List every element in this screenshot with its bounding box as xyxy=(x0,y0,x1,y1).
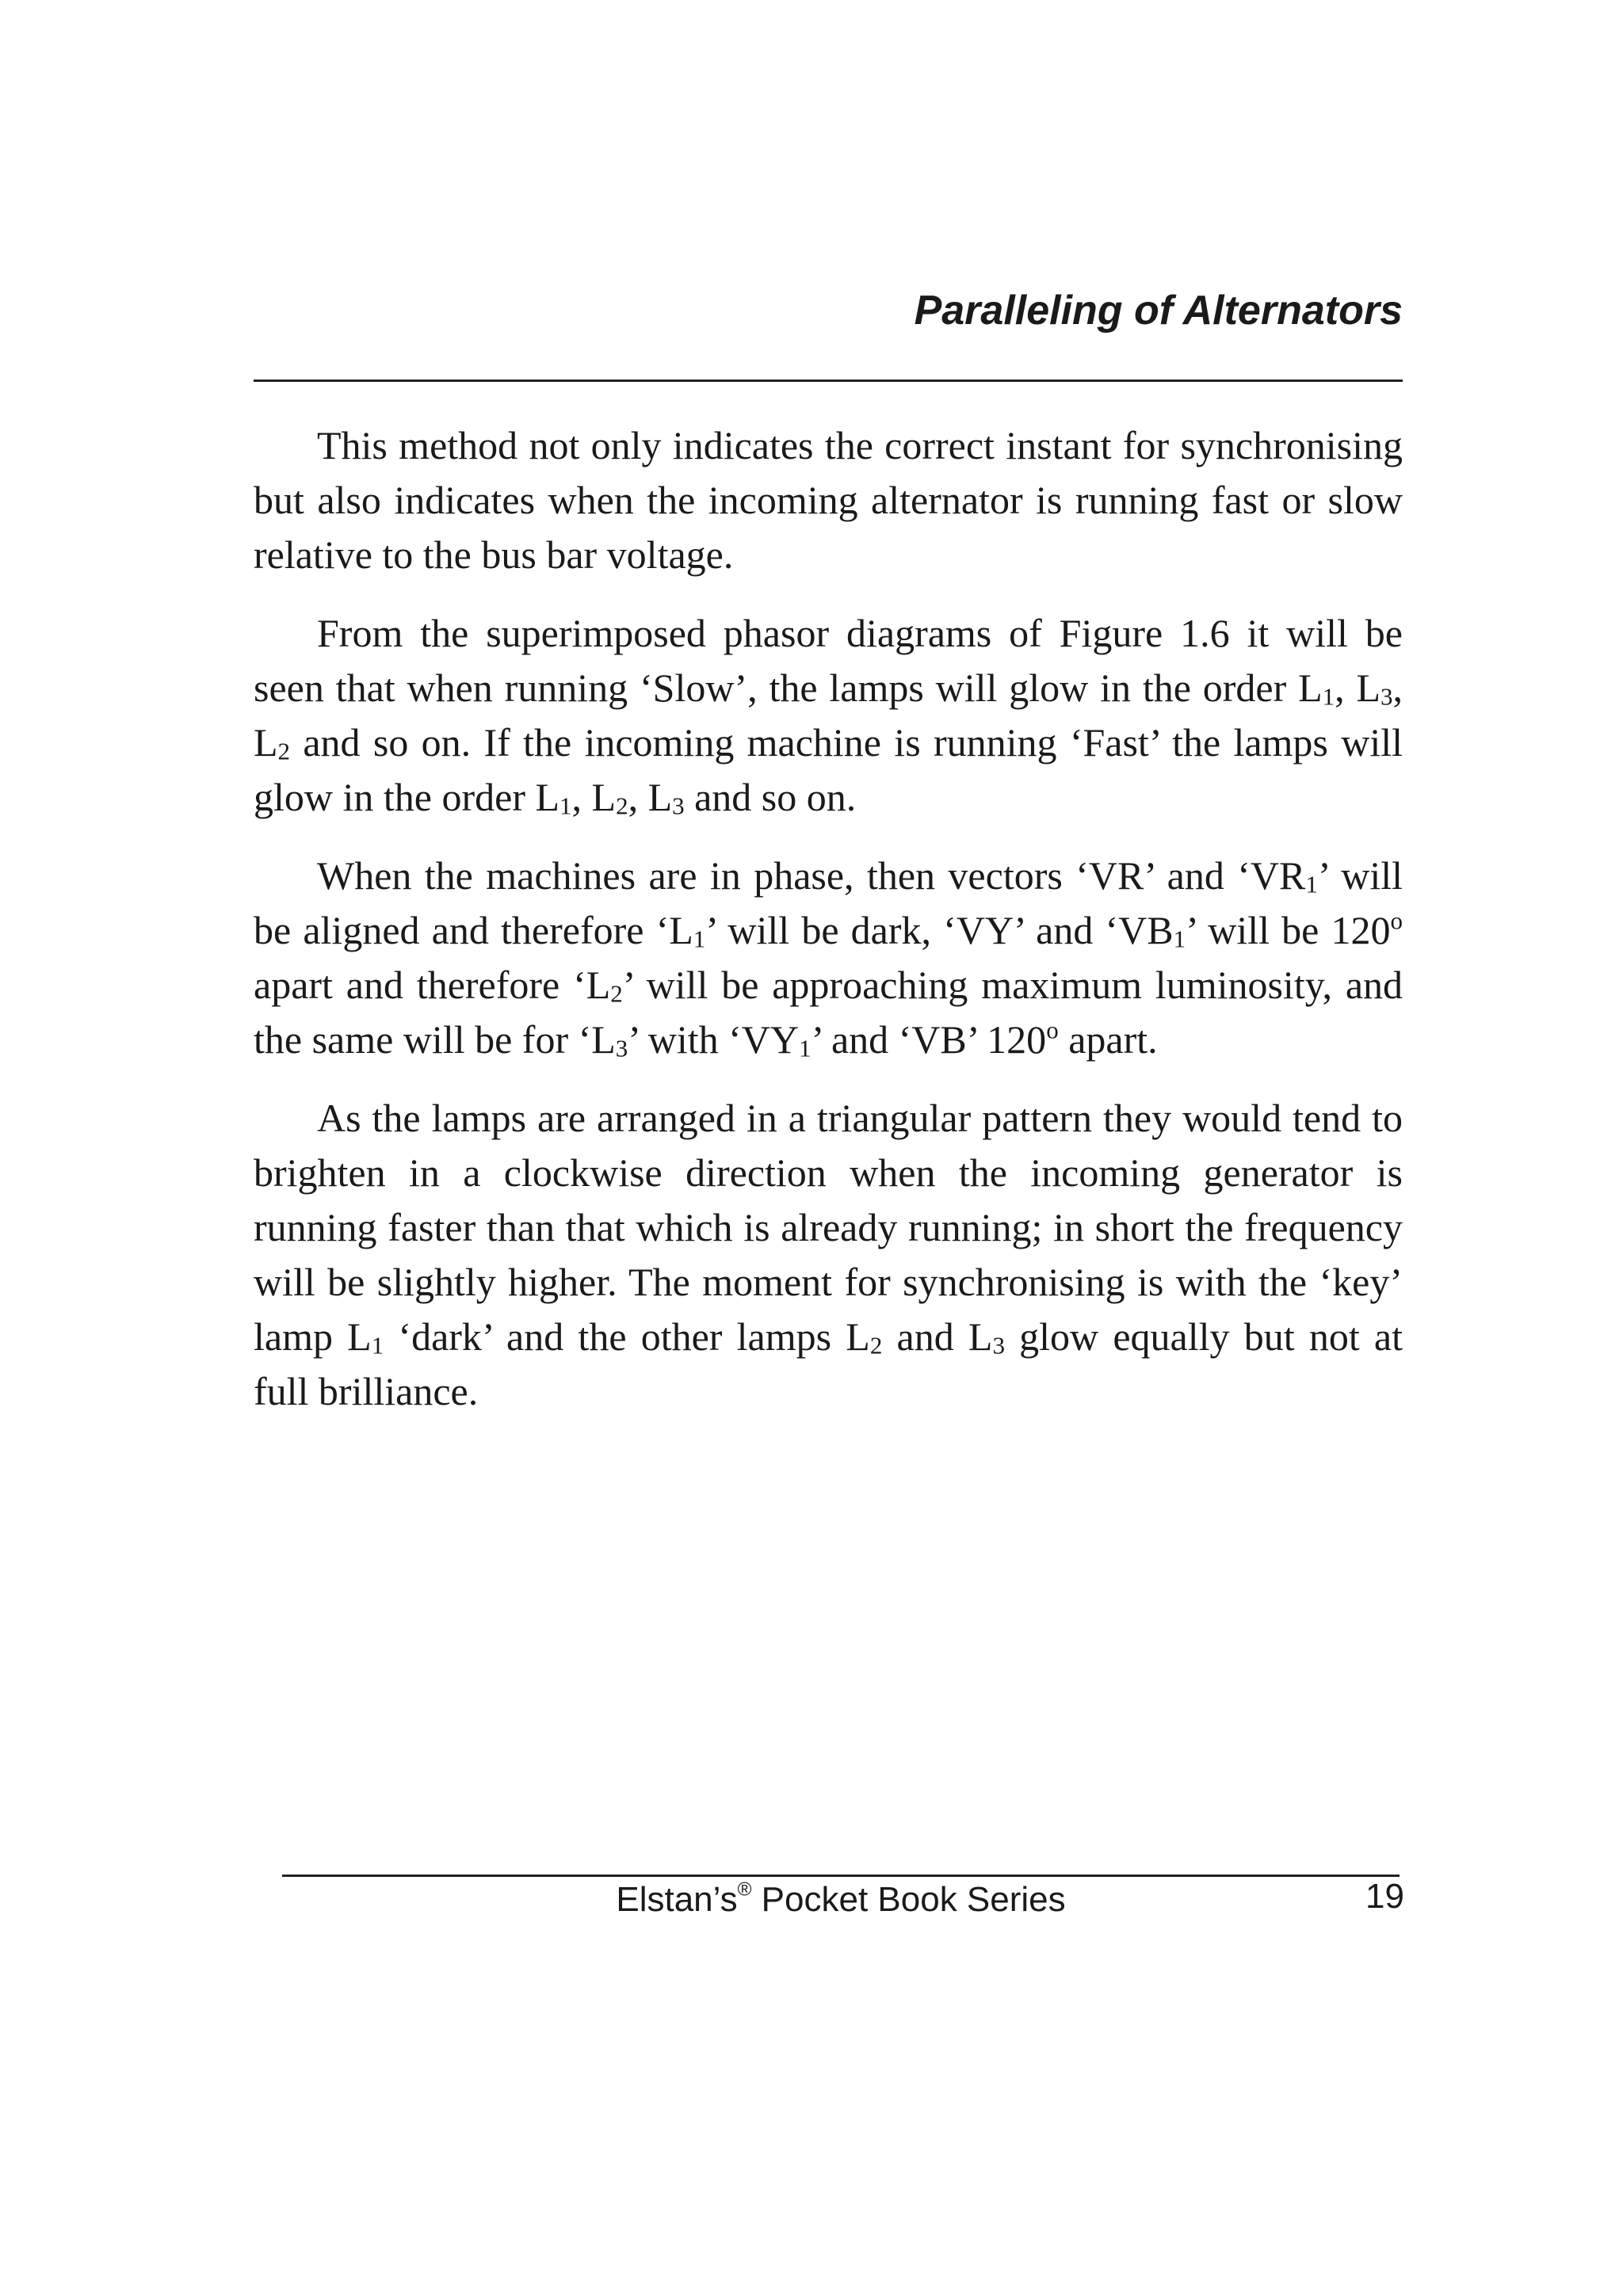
running-head-title: Paralleling of Alternators xyxy=(914,288,1403,334)
subscript: 3 xyxy=(992,1331,1005,1360)
subscript: 1 xyxy=(1173,925,1186,953)
text-run: ‘dark’ and the other lamps L xyxy=(384,1314,870,1359)
text-run: , L xyxy=(571,775,617,819)
footer-series xyxy=(282,1878,1400,1922)
subscript: 3 xyxy=(672,791,685,820)
text-run: As the lamps are arranged in a triangular pattern they would tend to brighten in a clockwise direction when the incoming generator is running faster than that which is already running; in short the frequency will be slightly higher. The moment for synchronising is with the ‘key’ lamp L xyxy=(254,1096,1403,1359)
subscript: 1 xyxy=(371,1331,384,1360)
text-run: apart and therefore ‘L xyxy=(254,963,611,1007)
subscript: 1 xyxy=(1322,682,1335,711)
paragraph-2 xyxy=(254,606,1403,825)
page-number: 19 xyxy=(1365,1877,1404,1916)
subscript: 3 xyxy=(1381,682,1393,711)
footer-rule xyxy=(282,1875,1400,1877)
superscript: o xyxy=(1390,906,1403,935)
subscript: 2 xyxy=(616,791,628,820)
series-name: Elstan’s xyxy=(616,1880,738,1919)
subscript: 1 xyxy=(799,1034,812,1062)
subscript: 2 xyxy=(610,979,623,1008)
text-run: glow equally but not at full brilliance. xyxy=(254,1314,1403,1413)
subscript: 2 xyxy=(277,737,291,765)
subscript: 2 xyxy=(869,1331,883,1360)
paragraph-1 xyxy=(254,418,1403,582)
header-rule xyxy=(254,379,1403,382)
text-run: When the machines are in phase, then vectors ‘VR’ and ‘VR xyxy=(317,853,1306,898)
subscript: 1 xyxy=(559,791,572,820)
paragraph-4 xyxy=(254,1091,1403,1419)
text-run: , L xyxy=(254,666,1403,765)
series-rest: Pocket Book Series xyxy=(751,1880,1066,1919)
text-run: and so on. xyxy=(684,775,857,819)
superscript: o xyxy=(1046,1016,1059,1044)
text-run: This method not only indicates the correct instant for synchronising but also indicates when the incoming alternator is running fast or slow relative to the bus bar voltage. xyxy=(254,423,1403,577)
text-run: From the superimposed phasor diagrams of Figure 1.6 it will be seen that when running ‘Slow’, the lamps will glow in the order L xyxy=(254,611,1403,710)
subscript: 1 xyxy=(1305,870,1318,898)
subscript: 1 xyxy=(693,925,706,953)
text-run: and L xyxy=(882,1314,993,1359)
subscript: 3 xyxy=(615,1034,628,1062)
body-text xyxy=(254,418,1403,1443)
text-run: ’ and ‘VB’ 120 xyxy=(811,1017,1047,1062)
paragraph-3 xyxy=(254,849,1403,1067)
text-run: , L xyxy=(1335,666,1381,710)
text-run: ’ will be dark, ‘VY’ and ‘VB xyxy=(705,908,1174,952)
registered-mark: ® xyxy=(737,1878,752,1901)
text-run: ’ will be 120 xyxy=(1186,908,1391,952)
text-run: ’ will be approaching maximum luminosity, and the same will be for ‘L xyxy=(254,963,1403,1062)
text-run: and so on. If the incoming machine is running ‘Fast’ the lamps will glow in the order L xyxy=(254,720,1403,819)
text-run: ’ will be aligned and therefore ‘L xyxy=(254,853,1403,952)
text-run: apart. xyxy=(1058,1017,1158,1062)
text-run: ’ with ‘VY xyxy=(628,1017,799,1062)
text-run: , L xyxy=(628,775,673,819)
